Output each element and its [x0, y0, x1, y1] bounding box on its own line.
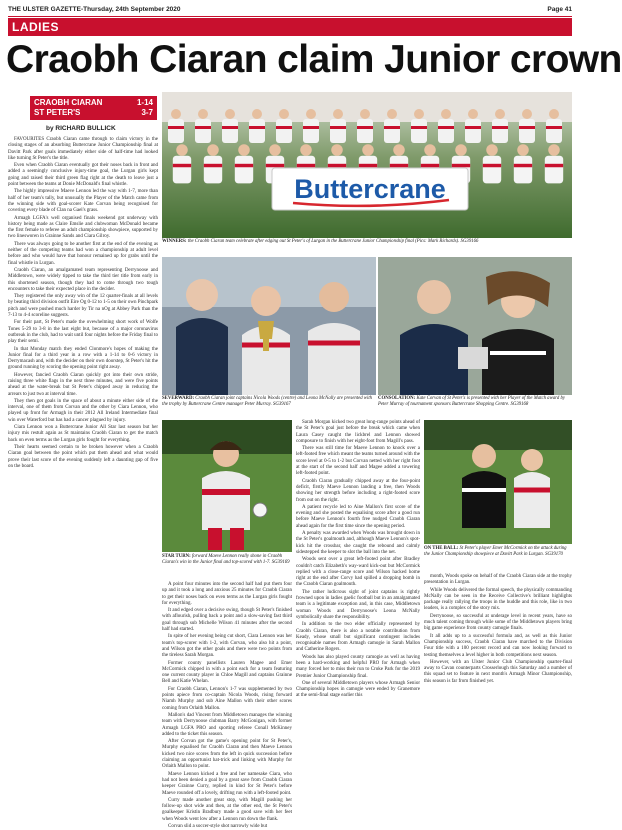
caption-star-turn-text: forward Maeve Lennon really shone in Craobh Ciaran's win in the Junior final and top-scored with 1-7. SG39169	[162, 554, 290, 565]
player-figure	[362, 144, 374, 156]
player-jersey	[465, 119, 481, 143]
article-paragraph: A patient recycle led to Aine Mallon's first score of the evening and she posted the equalising score after a good run before Maeve Lennon's fourth free nudged Craobh Ciaran ahead again for the first time since the opening period.	[296, 504, 420, 529]
article-paragraph: Derrynoose, so successful at underage level in recent years, have so much talent coming through while some of the Middletown players bring big game experience from county camogie finals.	[424, 613, 572, 632]
caption-on-the-ball	[424, 546, 572, 572]
jersey-stripe	[195, 126, 211, 129]
headline: Craobh Ciaran claim Junior crown	[6, 38, 622, 81]
article-paragraph: Their hearts seemed certain to be broken however when a Craobh Ciaran goal between the point which put them ahead and what would prove their last score of the evening suddenly left a daunting gap of five on the board.	[8, 444, 158, 469]
jersey-stripe	[492, 126, 508, 129]
jersey-stripe	[483, 164, 501, 167]
article-paragraph: Curry made another great stop, with Magill pushing her follow-up shot wide and then, at the other end, the St Peter's goalkeeper Kristin Bradbury made a good save with her feet when Woods went low after a Lennon run down the flank.	[162, 797, 292, 822]
player-figure	[424, 144, 436, 156]
player-jersey	[249, 119, 265, 143]
jersey-stripe	[390, 164, 408, 167]
player-figure	[225, 109, 235, 119]
player-figure	[522, 109, 532, 119]
player-jersey	[357, 119, 373, 143]
away-team: ST PETER'S	[34, 108, 81, 117]
player-figure	[468, 109, 478, 119]
player-jersey	[545, 156, 563, 184]
trophy-photo	[162, 257, 376, 395]
masthead	[8, 4, 572, 15]
caption-on-the-ball-text: St Peter's player Emer McCormick on the attack during the Junior Championship showpiece at Davitt Park in Lurgan. SG39170	[424, 546, 567, 557]
player-figure	[331, 144, 343, 156]
jersey-stripe	[421, 164, 439, 167]
player-figure	[171, 109, 181, 119]
article-paragraph: There was still time for Maeve Lennon to knock over a left-footed free which meant the teams turned around with the score level at 0-5 to 1-2 but Corvan netted with her right foot at the start of the second half and Magee added a towering left-footed point.	[296, 446, 420, 477]
article-paragraph: A point four minutes into the second half had put them four up and it took a long and anxious 25 minutes for Craobh Ciaran to get their noses back on even terms as the Lurgan girls fought for everything.	[162, 582, 292, 606]
player-figure	[441, 109, 451, 119]
player-jersey	[276, 119, 292, 143]
player-jersey	[519, 119, 535, 143]
player-jersey	[303, 119, 319, 143]
jersey-stripe	[297, 164, 315, 167]
consolation-photo	[378, 257, 572, 395]
player-figure	[455, 144, 467, 156]
article-paragraph: Woods sent over a great left-footed point after Bradley couldn't catch Elizabeth's way-ward kick-out but McCormick replied with a close-range score and Wilson hacked home right at the end after Corvy had spilled a dropping bomb in the Craobh Ciaran goalmouth.	[296, 557, 420, 588]
jersey-stripe	[303, 126, 319, 129]
caption-severward-text: Craobh Ciaran joint captains Nicola Woods (centre) and Leona McNally are presented with the trophy by Buttercrane Centre manager Peter Murray. SG39167	[162, 396, 373, 407]
player-figure	[414, 109, 424, 119]
player-figure	[252, 109, 262, 119]
article-paragraph: While Woods delivered the formal speech, the physically commanding McNally can be seen in the Receive Collective's brilliant highlights package really rallying the troops in the huddle and this role, like in two leaders, is a complex of the story mix.	[424, 587, 572, 612]
jersey-stripe	[266, 164, 284, 167]
player-figure	[279, 109, 289, 119]
article-paragraph: It all adds up to a successful formula and, as well as this Junior Championship success, Craobh Ciaran have marched to the Division Four title with a 100 percent record and can now looking forward to testing themselves a level higher in both competitions next season.	[424, 633, 572, 658]
player-figure	[548, 144, 560, 156]
player-figure	[238, 144, 250, 156]
team-photo	[162, 92, 572, 238]
caption-star-turn	[162, 554, 292, 580]
player-jersey	[483, 156, 501, 184]
player-figure	[207, 144, 219, 156]
article-paragraph: FAVOURITES Craobh Ciaran came through to claim victory in the closing stages of an absorbing Buttercrane Junior Championship final at Davitt Park after goals immediately either side of half-time had looked like turning St Peter's the title.	[8, 137, 158, 161]
score-box	[30, 96, 157, 120]
caption-on-the-ball-lead: ON THE BALL:	[424, 546, 459, 551]
article-paragraph: In addition to the two elder officially represented by Craobh Ciaran, there is also a notable contribution from Keady, whose small but significant contingent includes recognisable names from Armagh camogie in Sarah Mallon and Catherine Rogers.	[296, 622, 420, 653]
caption-team	[162, 239, 572, 255]
article-column-4	[424, 574, 572, 733]
star-turn-photo	[162, 420, 292, 552]
article-column-2	[162, 582, 292, 829]
player-jersey	[384, 119, 400, 143]
article-paragraph: The rather ludicrous sight of joint captains is rightly frowned upon in ladies gaelic football but in an amalgamated team is a legitimate exception and, in this case, Middletown woman Woods and Derrynoose's Leona McNally symbolically share the responsibility.	[296, 589, 420, 620]
article-paragraph: Craobh Ciaran gradually chipped away at the four-point deficit, firstly Maeve Lennon landing a free, then Woods showing her strength before including a right-footed score from out on the right.	[296, 478, 420, 503]
jersey-stripe	[546, 126, 562, 129]
on-the-ball-photo	[424, 420, 572, 544]
article-paragraph: For Craobh Ciaran, Lennon's 1-7 was supplemented by two points apiece from co-captain Nicola Woods, rising forward Niamh Murphy and sub Aine Mallon with their other scores coming from Orlaith Mallon.	[162, 686, 292, 711]
jersey-stripe	[519, 126, 535, 129]
caption-consolation-text: Kate Corvan of St Peter's is presented with her Player of the Match award by Peter Murray of tournament sponsors Buttercrane Shopping Centre. SG39168	[378, 396, 565, 407]
caption-team-lead: WINNERS:	[162, 239, 187, 244]
player-figure	[306, 109, 316, 119]
article-paragraph: However, fancied Craobh Ciaran quickly got into their own stride, raising three white flags in the next three minutes, and were five points ahead at the water-break but St Peter's chipped away in reducing the arrears to just two at interval time.	[8, 372, 158, 397]
player-jersey	[195, 119, 211, 143]
article-paragraph: Even when Craobh Ciaran eventually got their noses back in front and added a seemingly conclusive injury-time goal, the Lurgan girls kept going and raised their third green flag right at the death to leave just a point between the teams at Donie McDonald's final whistle.	[8, 163, 158, 188]
article-paragraph: They then got goals in the space of about a minute either side of the interval, one of them from Corvan and the other by Ciara Lennon, who played up front for Armagh in their 2012 All Ireland Intermediate final win over Waterford but has had a cancer plagued by injury.	[8, 398, 158, 423]
caption-team-text: the Craobh Ciaran team celebrate after edging out St Peter's of Lurgan in the Buttercrane Junior Championship final (Pics: Mark Richards). SG39166	[187, 239, 479, 244]
sponsor-banner-text: Buttercrane	[294, 174, 446, 204]
jersey-stripe	[357, 126, 373, 129]
score-row-away	[34, 108, 153, 118]
article-paragraph: Mallon's dad Vincent from Middletown manages the winning team with Derrynoose clubman Barry McGonigan, with former Armagh LGFA PRO and sporting referee Conall McKinney added to the ticket this season.	[162, 712, 292, 737]
player-jersey	[204, 156, 222, 184]
article-paragraph: Corvan slid a soccer-style shot narrowly wide but	[168, 823, 268, 829]
player-figure	[360, 109, 370, 119]
article-column-1	[8, 137, 158, 731]
article-paragraph: Former county panellists Lauren Magee and Emer McCormick chipped in with a point each for a team featuring one current county player in Chloe Magill and captains Grainne Bell and Katie Whelan.	[162, 660, 292, 685]
article-paragraph: After Corvan got the game's opening point for St Peter's, Murphy equalised for Craobh Ciaran and then Maeve Lennon kicked two nice scores from the left in quick succession before claiming an opportunist hat-trick and linking with Murphy for Orlaith Mallon to point.	[162, 739, 292, 770]
player-figure	[517, 144, 529, 156]
jersey-stripe	[465, 126, 481, 129]
article-paragraph: Craobh Ciaran, an amalgamated team representing Derrynoose and Middletown, were widely tipped to take the third tier title from early in this shortened season, though they had to come through two tough encounters to take their expected place in the decider.	[8, 267, 158, 292]
masthead-paper-date: THE ULSTER GAZETTE-Thursday, 24th September 2020	[8, 6, 181, 13]
player-figure	[387, 109, 397, 119]
byline: by RICHARD BULLICK	[46, 125, 116, 132]
article-paragraph: The highly impressive Maeve Lennon led the way with 1-7, more than half of her team's tally, but unusually the Player of the Match came from the winning side with goal-scorer Kate Corvan being recognised for covering every blade of Clan na Gael's grass.	[8, 189, 158, 214]
article-paragraph: In spite of her evening being cut short, Ciara Lennon was her team's top-scorer with 1-2, with Corvan, who also hit a point, and Wilson got the other goals and there were two points from the tireless Sarah Morgan.	[162, 634, 292, 659]
caption-consolation-lead: CONSOLATION:	[378, 396, 416, 401]
caption-consolation	[378, 396, 572, 418]
page-number: Page 41	[547, 6, 572, 13]
jersey-stripe	[235, 164, 253, 167]
masthead-rule	[8, 16, 572, 17]
article-paragraph: It and edged over a decisive swing, though St Peter's finished with aflourish, pulling back a point and a slow-saving fast third goal through sub Michelle Wilson 41 minutes after the second half had started.	[162, 608, 292, 633]
article-paragraph: Ciara Lennon won a Buttercrane Junior All Star last season but her injury mis restult again as St maintains Craobh Ciaran to get the match back on even terms as the Lurgan girls fought for everything.	[8, 425, 158, 443]
player-jersey	[438, 119, 454, 143]
home-team: CRAOBH CIARAN	[34, 98, 103, 107]
article-paragraph: Armagh LGFA's well organised finals weekend got underway with history being made as Claire Emslie and clubwoman McDonald became the first female to referee an adult championship showpiece, supported by two linesworen in Grainne Sands and Ciara Gilroy.	[8, 215, 158, 240]
caption-severward-lead: SEVERWARD:	[162, 396, 195, 401]
player-jersey	[235, 156, 253, 184]
jersey-stripe	[204, 164, 222, 167]
article-paragraph: Maeve Lennon kicked a free and her namesake Ciara, who had not been denied a goal by a great save from Craobh Ciaran keeper Grainne Curry, replied in kind for St Peter's before Maeve rounded off a lovely, drifting run with a left-footed point.	[162, 771, 292, 796]
team-photo-image	[162, 92, 572, 238]
article-paragraph: In that Monday match they ended Clonmore's hopes of making the Junior final for a third year in a row with a 1-14 to 0-6 victory in Derrymacash and, with the decider on their own doorstep, St Peter's hit the ground running by scoring the opening point right away.	[8, 346, 158, 371]
jersey-stripe	[359, 164, 377, 167]
jersey-stripe	[249, 126, 265, 129]
player-figure	[549, 109, 559, 119]
player-figure	[486, 144, 498, 156]
player-jersey	[173, 156, 191, 184]
article-paragraph: One of several Middletown players whose Armagh Senior Championship hopes in camogie were ended by Granemore at the semi-final stage earlier this	[296, 680, 420, 699]
player-figure	[198, 109, 208, 119]
home-score: 1-14	[136, 98, 153, 107]
jersey-stripe	[330, 126, 346, 129]
article-paragraph: They registered the only away win of the 12 quarter-finals at all levels by beating third division outfit Eire Og 0-12 to 1-5 on their own Pinchpark pitch and were pushed much harder by Tir na nOg at Abbey Park than the 7-13 to 4-4 scoreline suggests.	[8, 294, 158, 319]
article-paragraph: Woods has also played county camogie as well as having been a hard-working and helpful PRO for Armagh when many forced her to miss their run to Croke Park for the 2019 Premier Junior Championship final.	[296, 654, 420, 679]
player-jersey	[492, 119, 508, 143]
jersey-stripe	[173, 164, 191, 167]
jersey-stripe	[452, 164, 470, 167]
player-figure	[333, 109, 343, 119]
caption-severward	[162, 396, 376, 418]
player-jersey	[514, 156, 532, 184]
jersey-stripe	[545, 164, 563, 167]
player-jersey	[222, 119, 238, 143]
player-jersey	[168, 119, 184, 143]
jersey-stripe	[438, 126, 454, 129]
article-paragraph: Sarah Morgan kicked two great long-range points ahead of the St Peter's goal just before the break which came when Laura Casey caught the lickbrel and Lennon showed composure to finish with her eight-foot from Magill's pass.	[296, 420, 420, 444]
jersey-stripe	[276, 126, 292, 129]
jersey-stripe	[328, 164, 346, 167]
jersey-stripe	[514, 164, 532, 167]
player-jersey	[546, 119, 562, 143]
player-figure	[393, 144, 405, 156]
section-banner: LADIES	[8, 18, 572, 36]
article-column-3	[296, 420, 420, 733]
article-paragraph: A penalty was awarded when Woods was brought down in the St Peter's goalmouth and, although Maeve Lennon's spot-kick hit the crossbar, she caught the rebound and calmly sidestepped the keeper to slot the ball into the net.	[296, 531, 420, 555]
article-paragraph: However, with an Ulster Junior Club Championship quarter-final away to Cavan counterparts Crosserlough this Saturday and a number of this squad set to feature in next month's Armagh Minor Championship, this season is far from finished yet.	[424, 659, 572, 684]
jersey-stripe	[384, 126, 400, 129]
caption-star-turn-lead: STAR TURN:	[162, 554, 191, 559]
player-figure	[269, 144, 281, 156]
score-row-home	[34, 98, 153, 108]
article-paragraph: There was always going to be another first at the end of the evening as neither of the competing teams had won a championship at adult level before and who would have that honour remained up for grabs until the final whistle in Lurgan.	[8, 241, 158, 266]
jersey-stripe	[168, 126, 184, 129]
article-paragraph: For their part, St Peter's made the ovewhelming short work of Wolfe Tones 5-29 to 3-8 in the last eight but, because of a major coronavirus outbreak in the club, had to wait until four nights before the Friday final to play their semi.	[8, 320, 158, 345]
jersey-stripe	[411, 126, 427, 129]
article-paragraph: month, Woods spoke on behalf of the Craobh Ciaran side at the trophy presentation in Lurgan.	[424, 574, 572, 586]
player-jersey	[411, 119, 427, 143]
player-figure	[176, 144, 188, 156]
player-figure	[495, 109, 505, 119]
player-jersey	[330, 119, 346, 143]
jersey-stripe	[222, 126, 238, 129]
player-figure	[300, 144, 312, 156]
away-score: 3-7	[141, 108, 153, 117]
